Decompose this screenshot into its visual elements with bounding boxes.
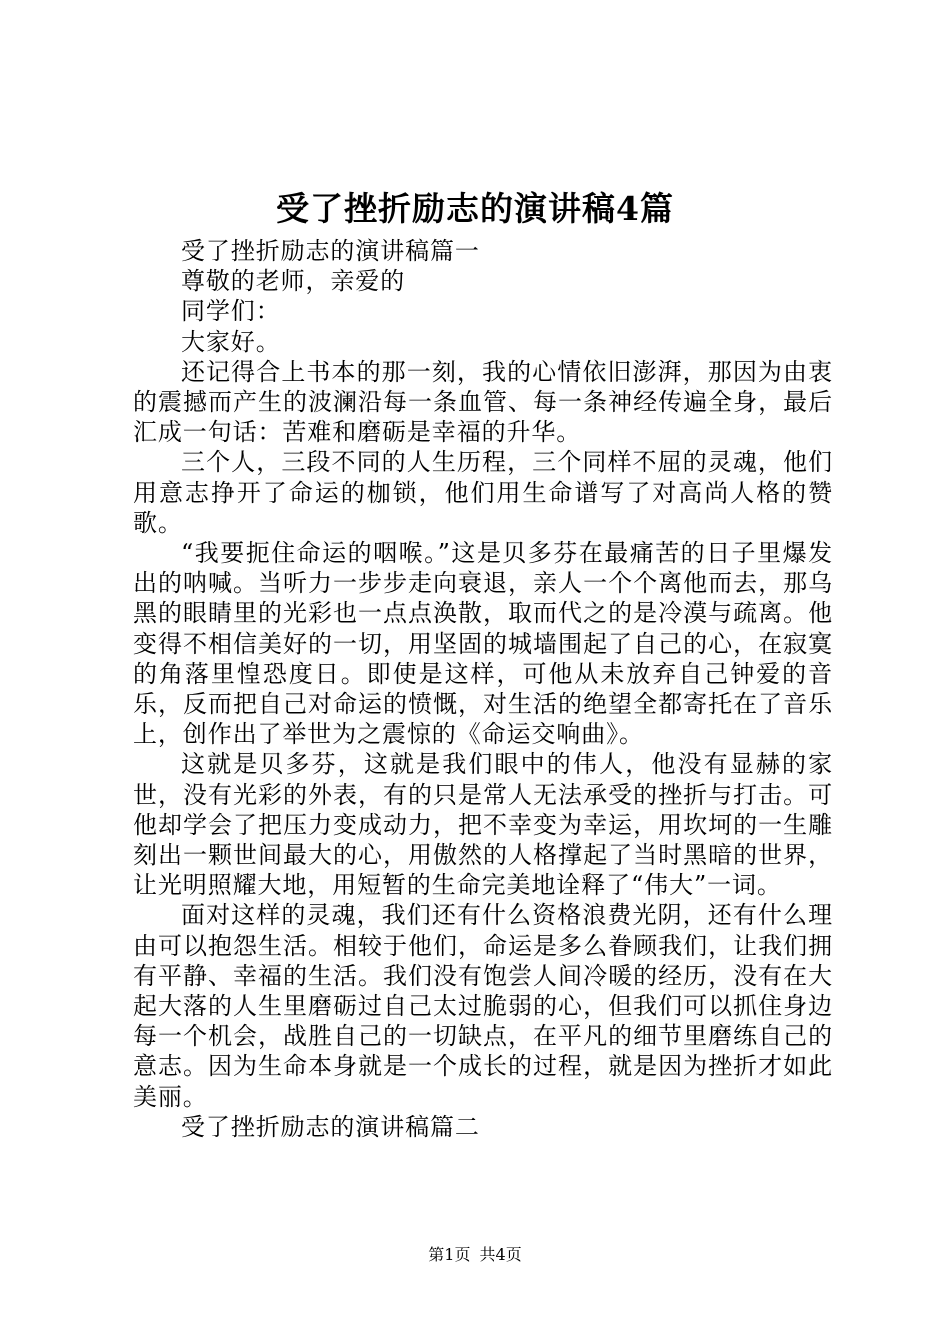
document-title: 受了挫折励志的演讲稿4篇 <box>276 189 674 228</box>
salutation-line: 尊敬的老师，亲爱的 <box>181 267 406 296</box>
body-paragraph: “我要扼住命运的咽喉。”这是贝多芬在最痛苦的日子里爆发出的呐喊。当听力一步步走向衰退，亲人一个个离他而去，那乌黑的眼睛里的光彩也一点点涣散，取而代之的是冷漠与疏离。他变得不相信美好的一切，用坚固的城墙围起了自己的心，在寂寞的角落里惶恐度日。即使是这样，可他从未放弃自己钟爱的音乐，反而把自己对命运的愤慨，对生活的绝望全都寄托在了音乐上，创作出了举世为之震惊的《命运交响曲》。 <box>133 539 833 749</box>
page-footer <box>0 1244 950 1266</box>
section-heading: 受了挫折励志的演讲稿篇二 <box>181 1112 480 1141</box>
page-total: 共4页 <box>479 1245 522 1264</box>
section-heading: 受了挫折励志的演讲稿篇一 <box>181 237 480 265</box>
greeting-line: 大家好。 <box>181 327 281 356</box>
page-number: 第1页 <box>428 1245 471 1264</box>
body-paragraph: 这就是贝多芬，这就是我们眼中的伟人，他没有显赫的家世，没有光彩的外表，有的只是常人无法承受的挫折与打击。可他却学会了把压力变成动力，把不幸变为幸运，用坎坷的一生雕刻出一颗世间最大的心，用傲然的人格撑起了当时黑暗的世界，让光明照耀大地，用短暂的生命完美地诠释了“伟大”一词。 <box>133 750 833 900</box>
body-paragraph: 还记得合上书本的那一刻，我的心情依旧澎湃，那因为由衷的震撼而产生的波澜沿每一条血管、每一条神经传遍全身，最后汇成一句话：苦难和磨砺是幸福的升华。 <box>133 357 833 447</box>
body-paragraph: 三个人，三段不同的人生历程，三个同样不屈的灵魂，他们用意志挣开了命运的枷锁，他们用生命谱写了对高尚人格的赞歌。 <box>133 448 833 537</box>
salutation-line: 同学们： <box>181 297 281 326</box>
document-body <box>133 236 833 1142</box>
body-paragraph: 面对这样的灵魂，我们还有什么资格浪费光阴，还有什么理由可以抱怨生活。相较于他们，命运是多么眷顾我们，让我们拥有平静、幸福的生活。我们没有饱尝人间冷暖的经历，没有在大起大落的人生里磨砺过自己太过脆弱的心，但我们可以抓住身边每一个机会，战胜自己的一切缺点，在平凡的细节里磨练自己的意志。因为生命本身就是一个成长的过程，就是因为挫折才如此美丽。 <box>133 901 833 1111</box>
